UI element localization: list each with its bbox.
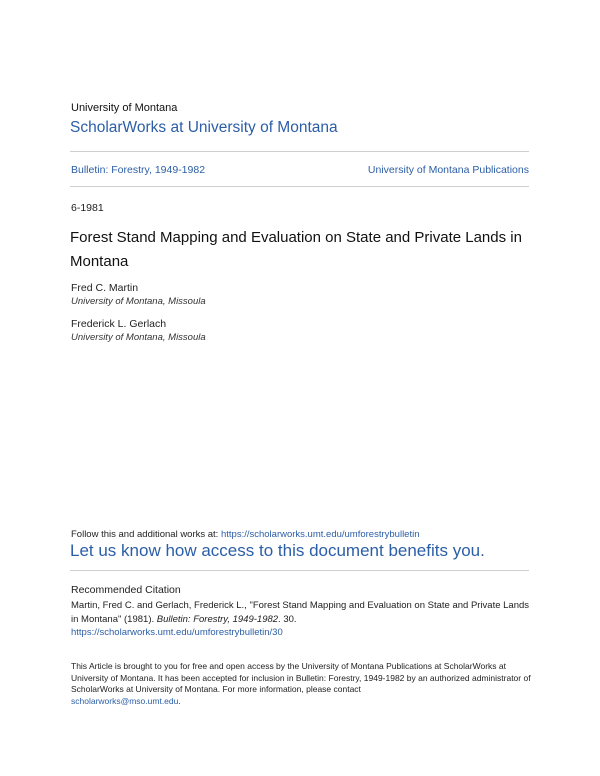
author-name: Frederick L. Gerlach (71, 318, 167, 330)
author-affiliation: University of Montana, Missoula (71, 332, 206, 343)
citation-text (71, 599, 531, 640)
author-affiliation: University of Montana, Missoula (71, 296, 206, 307)
article-title: Forest Stand Mapping and Evaluation on State and Private Lands in Montana (70, 229, 522, 270)
citation-journal: Bulletin: Forestry, 1949-1982 (156, 613, 279, 625)
divider (70, 570, 529, 571)
institution-name: University of Montana (71, 102, 178, 114)
author-block (71, 318, 206, 343)
repository-link[interactable]: ScholarWorks at University of Montana (70, 119, 338, 136)
follow-prefix: Follow this and additional works at: (71, 529, 221, 540)
author-name: Fred C. Martin (71, 282, 139, 294)
collection-url-link[interactable]: https://scholarworks.umt.edu/umforestrybulletin (220, 529, 420, 540)
publication-date: 6-1981 (71, 202, 104, 214)
publisher-link[interactable]: University of Montana Publications (367, 164, 529, 176)
divider (70, 151, 529, 152)
contact-email-link[interactable]: scholarworks@mso.umt.edu (71, 695, 179, 706)
access-notice (71, 661, 531, 707)
series-link[interactable]: Bulletin: Forestry, 1949-1982 (71, 164, 206, 176)
follow-line (71, 529, 420, 540)
benefits-feedback-link[interactable]: Let us know how access to this document benefits you. (70, 541, 485, 560)
author-block (71, 282, 206, 307)
citation-label: Recommended Citation (71, 584, 181, 596)
divider (70, 186, 529, 187)
citation-end: . 30. (278, 613, 297, 625)
citation-url-link[interactable]: https://scholarworks.umt.edu/umforestrybulletin/30 (71, 627, 283, 638)
citation-body: Martin, Fred C. and Gerlach, Frederick L., "Forest Stand Mapping and Evaluation on State and Private Lands in Montana" (1981). (71, 600, 530, 625)
notice-text: This Article is brought to you for free and open access by the University of Montana Publications at ScholarWorks at University of Montana. It has been accepted for inclusion in Bulletin: Forestry, 1949-1982 by an authorized administrator of ScholarWorks at University of Montana. For more information, please contact (71, 661, 531, 694)
notice-end: . (178, 695, 181, 706)
